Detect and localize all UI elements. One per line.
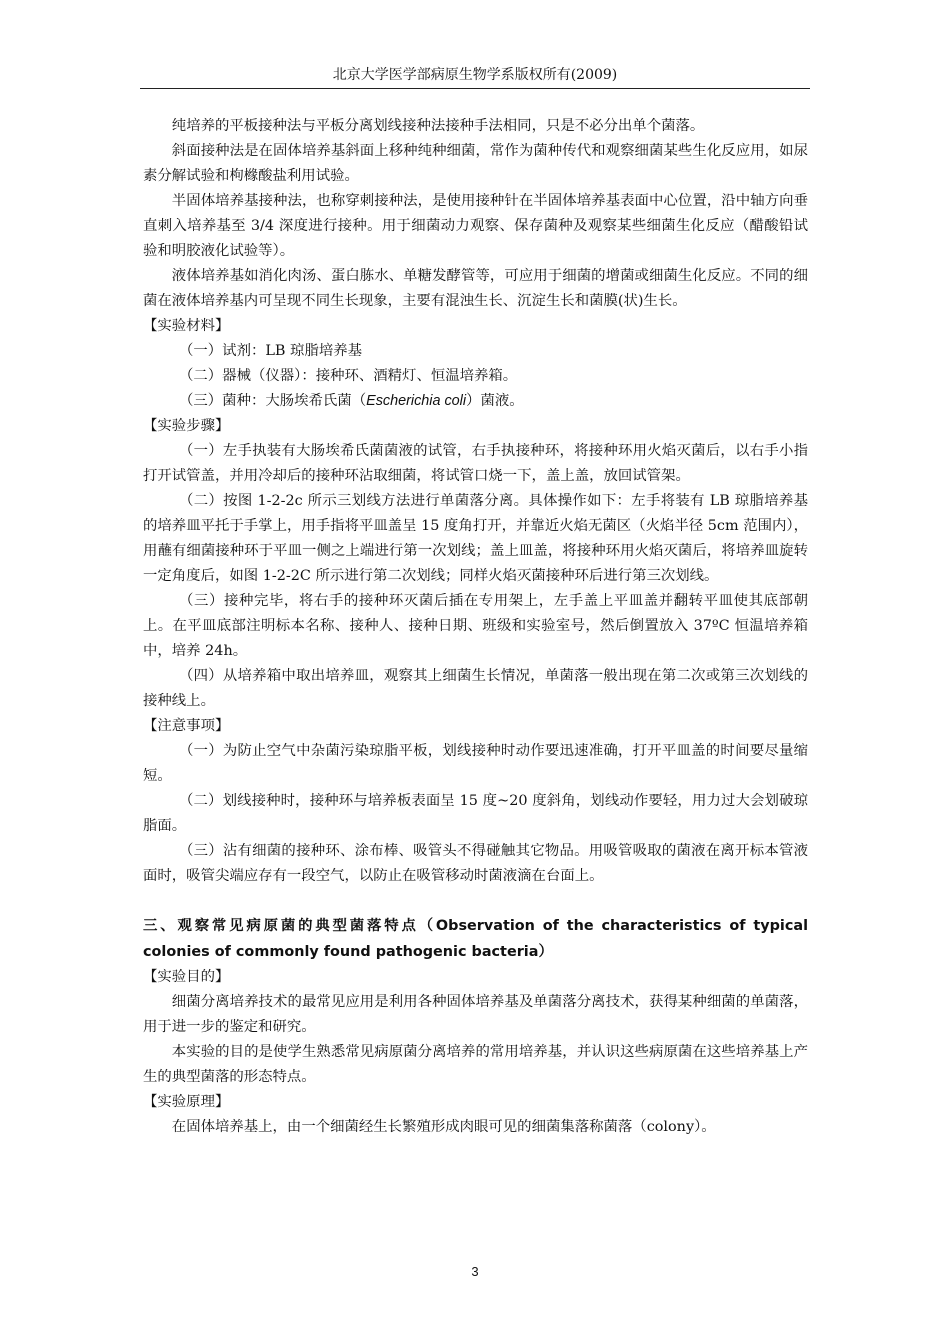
materials-heading: 【实验材料】 (143, 318, 230, 334)
paragraph-pure-culture-plate: 纯培养的平板接种法与平板分离划线接种法接种手法相同，只是不必分出单个菌落。 (171, 118, 705, 134)
strain-prefix: （三）菌种：大肠埃希氏菌（ (179, 393, 367, 409)
header-divider (140, 88, 810, 89)
principle-paragraph-1: 在固体培养基上，由一个细菌经生长繁殖形成肉眼可见的细菌集落称菌落（colony）。 (171, 1119, 716, 1135)
section-3-title: 三、观察常见病原菌的典型菌落特点（Observation of the characteristics of typical colonies of commonly found pathogenic bacteria） (143, 918, 808, 960)
step-1: （一）左手执装有大肠埃希氏菌菌液的试管，右手执接种环，将接种环用火焰灭菌后，以右手小指打开试管盖，并用冷却后的接种环沾取细菌，将试管口烧一下，盖上盖，放回试管架。 (143, 443, 808, 484)
principle-heading: 【实验原理】 (143, 1094, 230, 1110)
purpose-paragraph-2: 本实验的目的是使学生熟悉常见病原菌分离培养的常用培养基，并认识这些病原菌在这些培养基上产生的典型菌落的形态特点。 (143, 1044, 808, 1085)
page-number: 3 (471, 1264, 479, 1279)
materials-item-strain (143, 389, 808, 414)
step-2: （二）按图 1-2-2c 所示三划线方法进行单菌落分离。具体操作如下：左手将装有 LB 琼脂培养基的培养皿平托于手掌上，用手指将平皿盖呈 15 度角打开，并靠近火焰无菌区（火焰半径 5cm 范围内），用蘸有细菌接种环于平皿一侧之上端进行第一次划线；盖上皿盖，将接种环用火焰灭菌后，将培养皿旋转一定角度后，如图 1-2-2C 所示进行第二次划线；同样火焰灭菌接种环后进行第三次划线。 (143, 493, 808, 584)
steps-heading: 【实验步骤】 (143, 418, 230, 434)
purpose-paragraph-1: 细菌分离培养技术的最常见应用是利用各种固体培养基及单菌落分离技术，获得某种细菌的单菌落，用于进一步的鉴定和研究。 (143, 994, 808, 1035)
purpose-heading: 【实验目的】 (143, 969, 230, 985)
document-body (143, 114, 808, 1140)
step-4: （四）从培养箱中取出培养皿，观察其上细菌生长情况，单菌落一般出现在第二次或第三次划线的接种线上。 (143, 668, 808, 709)
step-3: （三）接种完毕，将右手的接种环灭菌后插在专用架上，左手盖上平皿盖并翻转平皿使其底部朝上。在平皿底部注明标本名称、接种人、接种日期、班级和实验室号，然后倒置放入 37ºC 恒温培养箱中，培养 24h。 (143, 593, 808, 659)
note-3: （三）沾有细菌的接种环、涂布棒、吸管头不得碰触其它物品。用吸管吸取的菌液在离开标本管液面时，吸管尖端应存有一段空气，以防止在吸管移动时菌液滴在台面上。 (143, 843, 808, 884)
paragraph-slant-inoculation: 斜面接种法是在固体培养基斜面上移种纯种细菌，常作为菌种传代和观察细菌某些生化反应用，如尿素分解试验和枸橼酸盐利用试验。 (143, 143, 808, 184)
paragraph-liquid-medium: 液体培养基如消化肉汤、蛋白胨水、单糖发酵管等，可应用于细菌的增菌或细菌生化反应。不同的细菌在液体培养基内可呈现不同生长现象，主要有混浊生长、沉淀生长和菌膜(状)生长。 (143, 268, 808, 309)
note-1: （一）为防止空气中杂菌污染琼脂平板，划线接种时动作要迅速准确，打开平皿盖的时间要尽量缩短。 (143, 743, 808, 784)
materials-item-reagent: （一）试剂：LB 琼脂培养基 (179, 343, 363, 359)
strain-suffix: ）菌液。 (466, 393, 524, 409)
page-header: 北京大学医学部病原生物学系版权所有(2009) (332, 67, 618, 83)
species-name: Escherichia coli (366, 393, 467, 409)
materials-item-instruments: （二）器械（仪器）：接种环、酒精灯、恒温培养箱。 (179, 368, 518, 384)
paragraph-stab-inoculation: 半固体培养基接种法，也称穿刺接种法，是使用接种针在半固体培养基表面中心位置，沿中轴方向垂直刺入培养基至 3/4 深度进行接种。用于细菌动力观察、保存菌种及观察某些细菌生化反应（醋酸铅试验和明胶液化试验等）。 (143, 193, 808, 259)
note-2: （二）划线接种时，接种环与培养板表面呈 15 度~20 度斜角，划线动作要轻，用力过大会划破琼脂面。 (143, 793, 808, 834)
notes-heading: 【注意事项】 (143, 718, 230, 734)
